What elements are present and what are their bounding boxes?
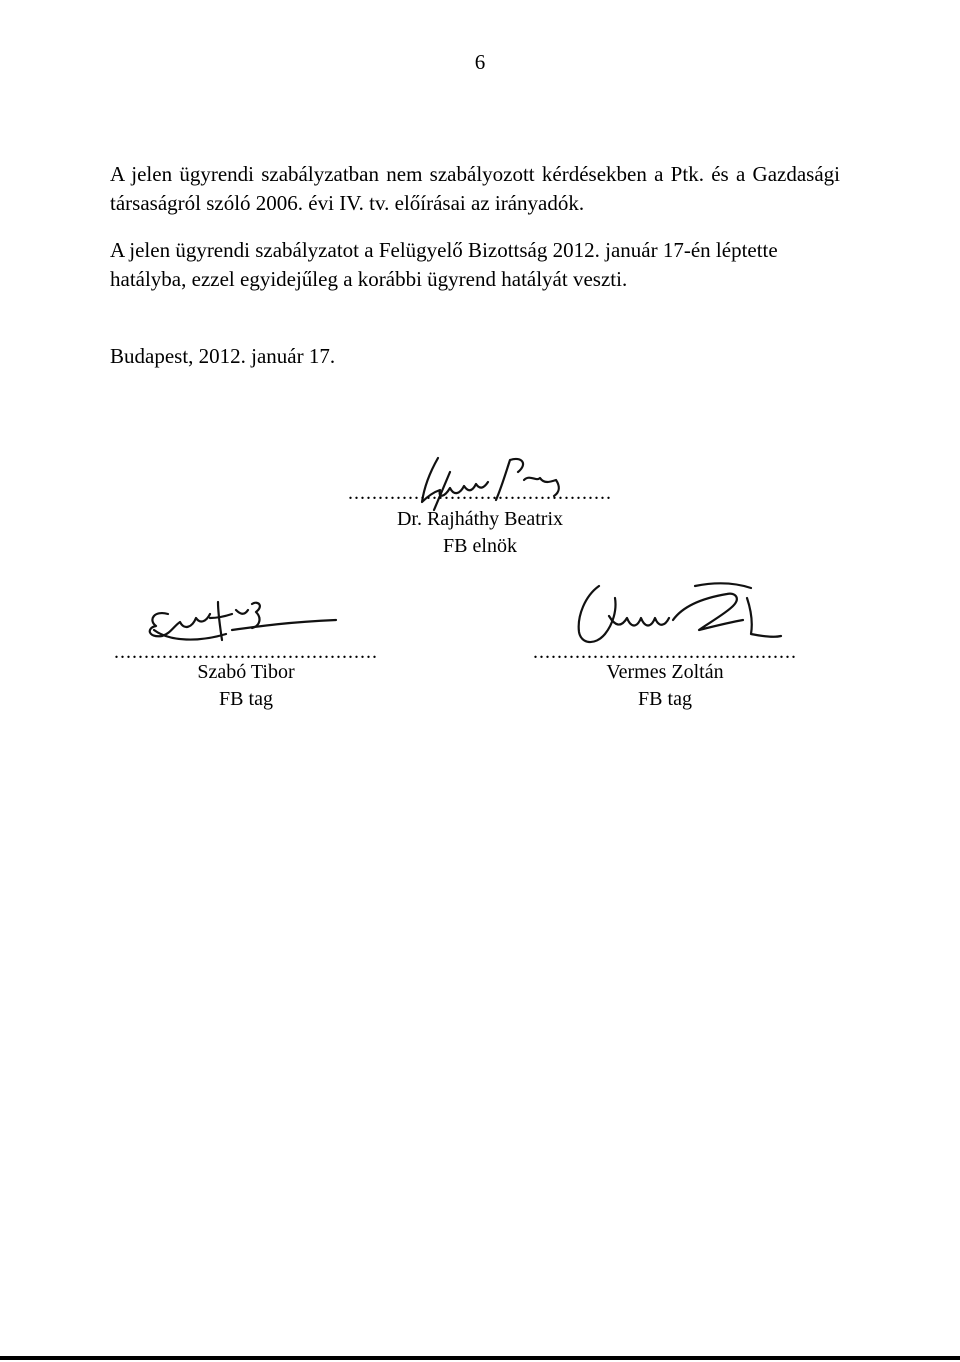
left-member-signature-block xyxy=(110,645,382,713)
left-member-name: Szabó Tibor xyxy=(197,661,295,683)
place-and-date: Budapest, 2012. január 17. xyxy=(110,344,336,368)
left-member-signature-line: ............................................ xyxy=(114,645,378,659)
page-number: 6 xyxy=(474,50,486,74)
chair-signature-block xyxy=(330,486,630,560)
paragraph-applicable-law: A jelen ügyrendi szabályzatban nem szabályozott kérdésekben a Ptk. és a Gazdasági társaságról szóló 2006. évi IV. tv. előírásai az irányadók. xyxy=(110,162,840,215)
chair-signature-line: ............................................ xyxy=(348,486,612,500)
right-member-role: FB tag xyxy=(638,688,692,710)
left-member-role: FB tag xyxy=(219,688,273,710)
chair-name: Dr. Rajháthy Beatrix xyxy=(396,508,564,530)
paragraph-effective-date: A jelen ügyrendi szabályzatot a Felügyelő Bizottság 2012. január 17-én léptette hatályba, ezzel egyidejűleg a korábbi ügyrend hatályát veszti. xyxy=(110,238,778,291)
right-member-signature-line: ............................................ xyxy=(533,645,797,659)
page-bottom-border xyxy=(0,1356,960,1360)
chair-role: FB elnök xyxy=(443,535,517,557)
right-member-signature-block xyxy=(510,645,820,713)
right-member-name: Vermes Zoltán xyxy=(606,661,724,683)
